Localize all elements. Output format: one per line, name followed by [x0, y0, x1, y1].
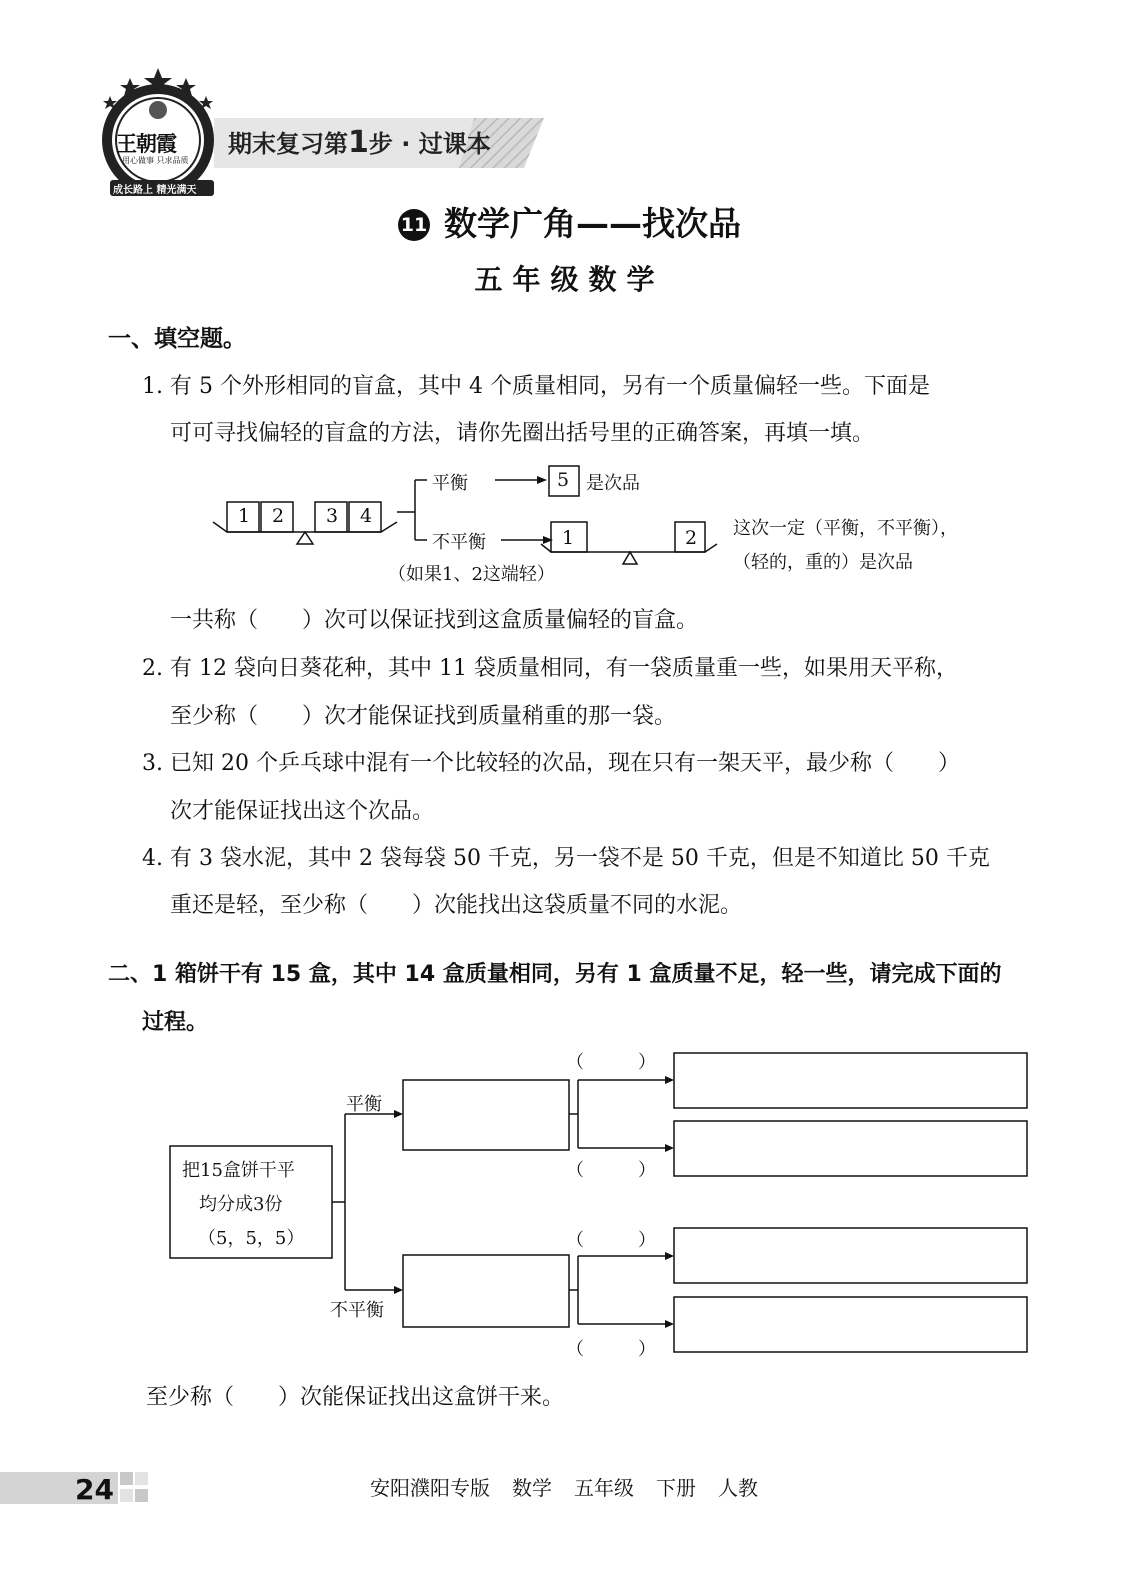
- box-4-label: 4: [360, 505, 373, 527]
- flow-unbalance-label: 不平衡: [330, 1300, 384, 1321]
- footer-edition: 安阳濮阳专版: [370, 1476, 490, 1500]
- footer-grade: 五年级: [574, 1476, 634, 1500]
- box-5-label: 5: [557, 469, 570, 491]
- balance-label: 平衡: [432, 473, 468, 494]
- banner-title: 期末复习第1步 · 过课本: [228, 125, 491, 160]
- answer-box-2: [674, 1121, 1027, 1176]
- result-text: 是次品: [586, 473, 640, 494]
- side-note-1: 这次一定（平衡，不平衡），: [733, 518, 958, 539]
- q1-line2: 可可寻找偏轻的盲盒的方法，请你先圈出括号里的正确答案，再填一填。: [170, 421, 875, 446]
- box-1-label: 1: [238, 505, 251, 527]
- unbalance-box: [403, 1255, 569, 1327]
- page-subtitle: 五年级数学: [474, 263, 665, 296]
- start-box-line1: 把15盒饼干平: [182, 1160, 295, 1181]
- section2-answer: 至少称（ ）次能保证找出这盒饼干来。: [146, 1385, 565, 1410]
- logo-slogan: 成长路上 精光满天: [113, 185, 197, 196]
- answer-box-1: [674, 1053, 1027, 1108]
- case-note: （如果1、2这端轻）: [388, 564, 555, 585]
- paren-2: （ ）: [566, 1160, 656, 1181]
- section1-heading: 一、填空题。: [108, 326, 246, 352]
- lesson-title: 数学广角——找次品: [444, 204, 741, 243]
- lesson-number-badge: 11: [398, 209, 430, 241]
- paren-1: （ ）: [566, 1052, 656, 1073]
- paren-3: （ ）: [566, 1230, 656, 1251]
- section2-heading-line1: 二、1 箱饼干有 15 盒，其中 14 盒质量相同，另有 1 盒质量不足，轻一些，请完成下面的: [108, 962, 1002, 987]
- q3-line2: 次才能保证找出这个次品。: [170, 799, 435, 824]
- q1-answer: 一共称（ ）次可以保证找到这盒质量偏轻的盲盒。: [170, 608, 699, 633]
- logo-motto: 用心做事 只求品质: [122, 156, 189, 165]
- flowchart: [160, 1040, 1040, 1370]
- q3-line1: 3. 已知 20 个乒乓球中混有一个比较轻的次品，现在只有一架天平，最少称（ ）: [142, 751, 960, 776]
- q2-line2: 至少称（ ）次才能保证找到质量稍重的那一袋。: [170, 704, 677, 729]
- box-a-label: 1: [562, 527, 575, 549]
- q2-line1: 2. 有 12 袋向日葵花种，其中 11 袋质量相同，有一袋质量重一些，如果用天平称，: [142, 656, 958, 681]
- side-note-2: （轻的，重的）是次品: [733, 552, 913, 573]
- box-b-label: 2: [685, 527, 698, 549]
- flow-balance-label: 平衡: [346, 1094, 382, 1115]
- q1-line1: 1. 有 5 个外形相同的盲盒，其中 4 个质量相同，另有一个质量偏轻一些。下面是: [142, 374, 930, 399]
- page-number: 24: [75, 1473, 114, 1506]
- start-box-line3: （5，5，5）: [198, 1228, 305, 1249]
- paren-4: （ ）: [566, 1339, 656, 1360]
- page-title: [0, 198, 1139, 245]
- q4-line2: 重还是轻，至少称（ ）次能找出这袋质量不同的水泥。: [170, 893, 743, 918]
- unbalance-label: 不平衡: [432, 532, 486, 553]
- box-3-label: 3: [326, 505, 339, 527]
- answer-box-3: [674, 1228, 1027, 1283]
- footer-info: [370, 1472, 758, 1501]
- logo-name: 王朝霞: [116, 132, 176, 156]
- footer-subject: 数学: [512, 1476, 552, 1500]
- box-2-label: 2: [272, 505, 285, 527]
- section2-heading-line2: 过程。: [142, 1010, 209, 1035]
- balance-box: [403, 1080, 569, 1150]
- start-box-line2: 均分成3份: [199, 1194, 283, 1215]
- answer-box-4: [674, 1297, 1027, 1352]
- q4-line1: 4. 有 3 袋水泥，其中 2 袋每袋 50 千克，另一袋不是 50 千克，但是不知道比 50 千克: [142, 846, 990, 871]
- footer-volume: 下册: [656, 1476, 696, 1500]
- footer-publisher: 人教: [718, 1476, 758, 1500]
